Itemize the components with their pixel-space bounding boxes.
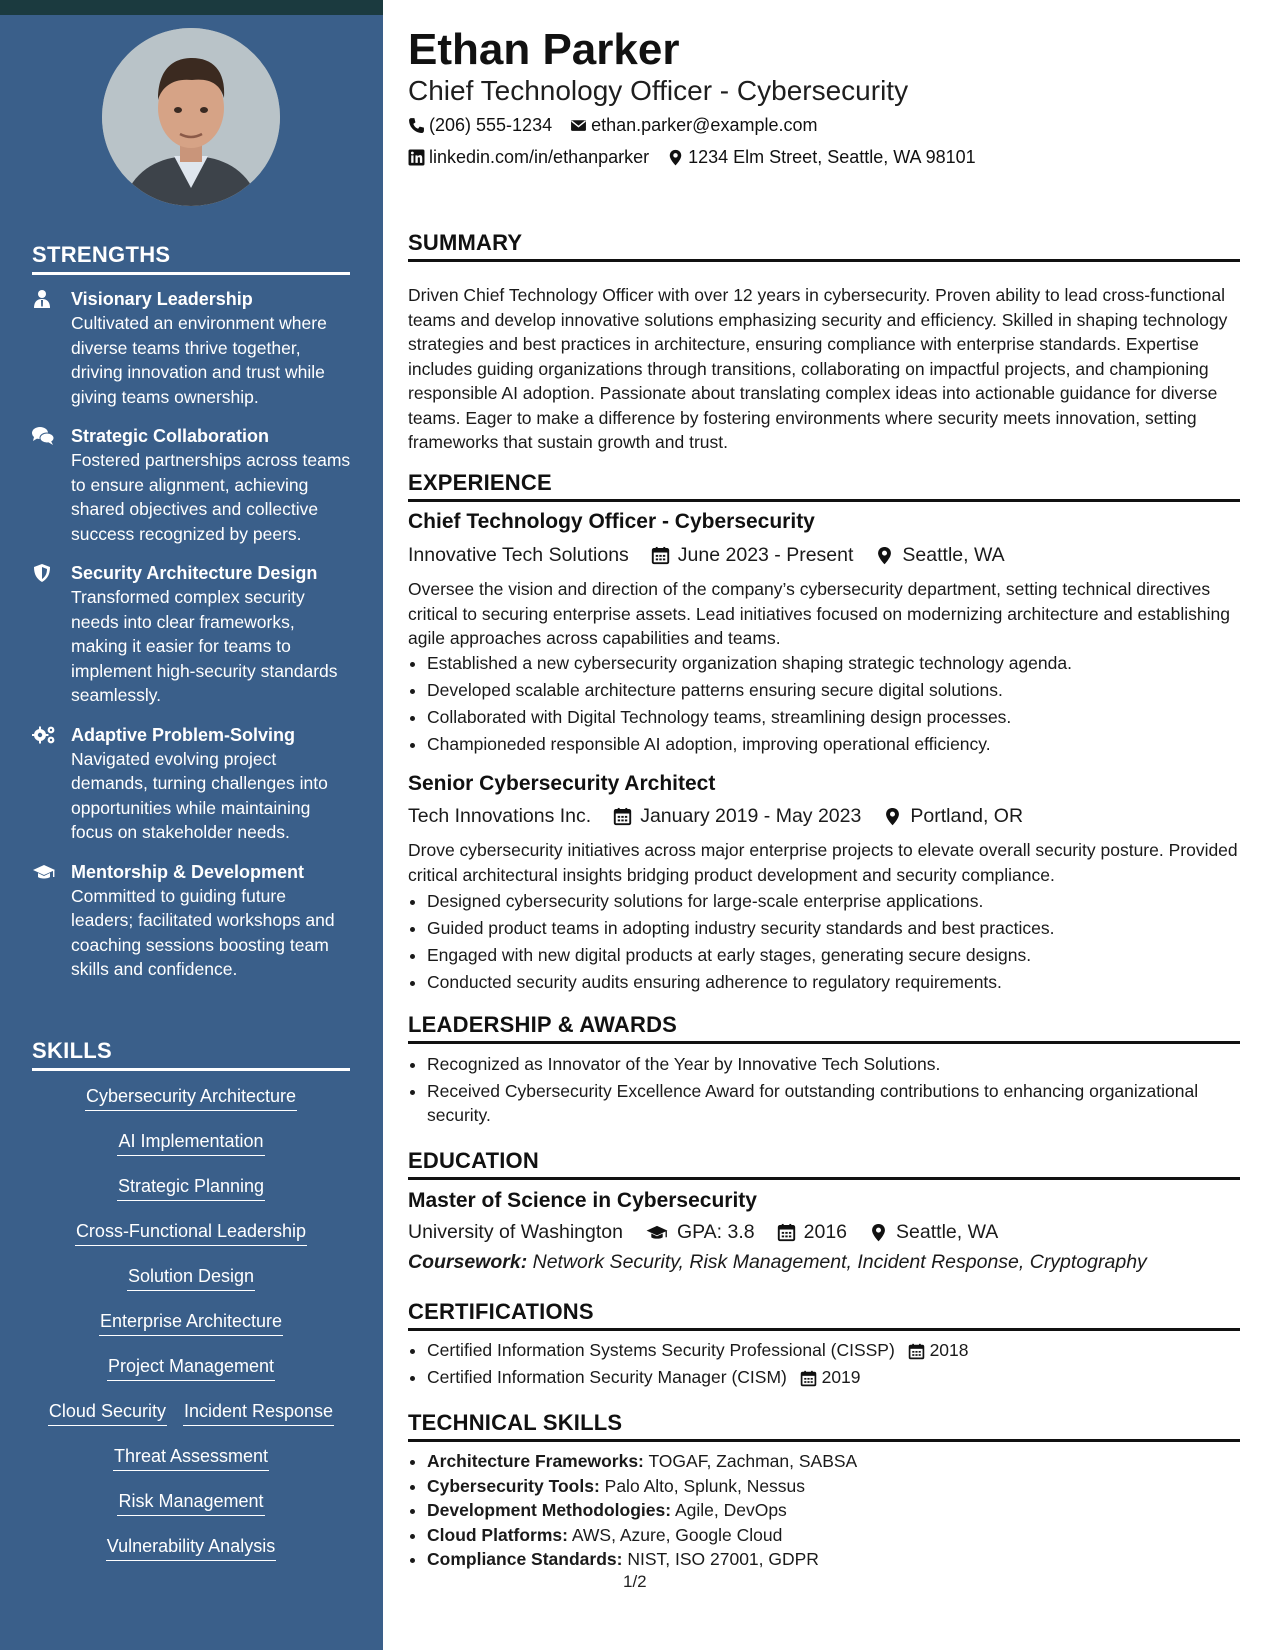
technical-skills-list: [408, 1449, 1259, 1572]
shield-icon: [32, 563, 54, 583]
cert-name: Certified Information Systems Security Professional (CISSP): [427, 1340, 895, 1360]
coursework: [408, 1248, 1147, 1276]
skill-chip: Threat Assessment: [113, 1444, 269, 1471]
tech-skill-label: Cloud Platforms:: [427, 1524, 568, 1545]
strength-desc: Transformed complex security needs into clear frameworks, making it easier for teams to implement high-security standards seamlessly.: [71, 587, 338, 705]
calendar-icon: [908, 1343, 925, 1360]
job-description: Drove cybersecurity initiatives across major enterprise projects to elevate overall security posture. Provided critical architectural insights bridging product development and security compliance.: [408, 840, 1238, 885]
job-location: Seattle, WA: [902, 544, 1005, 566]
tech-skill-value: AWS, Azure, Google Cloud: [571, 1524, 783, 1545]
sidebar: [0, 0, 383, 1650]
list-item: [427, 1523, 1259, 1548]
sidebar-top-bar: [0, 0, 383, 15]
calendar-icon: [613, 807, 632, 826]
gpa: GPA: 3.8: [676, 1221, 755, 1243]
strength-desc: Cultivated an environment where diverse teams thrive together, driving innovation and trust while giving teams ownership.: [71, 313, 327, 407]
skill-chip: Cross-Functional Leadership: [75, 1219, 307, 1246]
strength-item: [32, 561, 352, 708]
tech-skill-value: Agile, DevOps: [674, 1500, 787, 1520]
cert-year: 2018: [929, 1340, 969, 1360]
graduation-year: 2016: [803, 1221, 848, 1243]
linkedin-contact[interactable]: [408, 145, 649, 169]
page-number: 1/2: [623, 1572, 647, 1591]
strength-desc: Navigated evolving project demands, turning challenges into opportunities while maintaining focus on stakeholder needs.: [71, 748, 328, 842]
graduation-cap-icon: [32, 862, 54, 882]
strength-item: [32, 287, 352, 409]
strength-item: [32, 860, 352, 982]
list-item: • Championeded responsible AI adoption, improving operational efficiency.: [427, 731, 1259, 758]
skill-chip: Solution Design: [127, 1264, 255, 1291]
list-item: [427, 1498, 1259, 1523]
calendar-icon: [777, 1223, 796, 1242]
email-contact[interactable]: [570, 113, 817, 137]
strength-title: Security Architecture Design: [71, 563, 318, 583]
calendar-icon: [800, 1370, 817, 1387]
job-bullets: [408, 888, 1259, 996]
phone-icon: [408, 117, 425, 134]
strength-title: Visionary Leadership: [71, 289, 253, 309]
certifications-heading: CERTIFICATIONS: [408, 1298, 1240, 1331]
job-company: Tech Innovations Inc.: [408, 805, 592, 827]
skill-chip: Strategic Planning: [117, 1174, 265, 1201]
job-title: Chief Technology Officer - Cybersecurity: [408, 510, 815, 533]
education-location: Seattle, WA: [896, 1221, 999, 1243]
strength-desc: Fostered partnerships across teams to ensure alignment, achieving shared objectives and collective success recognized by peers.: [71, 450, 351, 544]
candidate-title: Chief Technology Officer - Cybersecurity: [408, 75, 909, 106]
awards-list: [408, 1052, 1259, 1128]
comments-icon: [32, 426, 54, 446]
skill-chip: Vulnerability Analysis: [106, 1534, 276, 1561]
tech-skill-value: Palo Alto, Splunk, Nessus: [604, 1475, 806, 1496]
map-pin-icon: [667, 149, 684, 166]
tech-skill-label: Compliance Standards:: [427, 1549, 623, 1569]
avatar: [102, 28, 280, 206]
tech-skill-label: Architecture Frameworks:: [427, 1451, 644, 1471]
cert-year: 2019: [821, 1367, 861, 1387]
cert-name: Certified Information Security Manager (CISM): [427, 1367, 787, 1387]
strength-title: Mentorship & Development: [71, 861, 305, 882]
list-item: • Guided product teams in adopting industry security standards and best practices.: [427, 915, 1259, 942]
contact-row-2: [408, 145, 976, 169]
address-text: 1234 Elm Street, Seattle, WA 98101: [688, 147, 976, 167]
job-company: Innovative Tech Solutions: [408, 544, 629, 566]
awards-heading: LEADERSHIP & AWARDS: [408, 1011, 1240, 1044]
map-pin-icon: [875, 546, 894, 565]
strength-item: [32, 424, 352, 546]
user-tie-icon: [32, 289, 54, 309]
strengths-heading: STRENGTHS: [32, 242, 350, 275]
calendar-icon: [651, 546, 670, 565]
school-name: University of Washington: [408, 1221, 623, 1243]
list-item: • Designed cybersecurity solutions for large-scale enterprise applications.: [427, 888, 1259, 915]
map-pin-icon: [883, 807, 902, 826]
list-item: • Recognized as Innovator of the Year by Innovative Tech Solutions.: [427, 1052, 1259, 1077]
envelope-icon: [570, 117, 587, 134]
summary-heading: SUMMARY: [408, 229, 1240, 262]
job-meta: [408, 541, 1005, 569]
list-item: [427, 1337, 1259, 1364]
list-item: [427, 1364, 1259, 1391]
phone-contact: [408, 113, 552, 137]
strength-item: [32, 723, 352, 845]
skill-chip: Cloud Security: [48, 1399, 167, 1426]
certifications-list: [408, 1337, 1259, 1391]
linkedin-text[interactable]: linkedin.com/in/ethanparker: [429, 147, 650, 167]
skill-chip: Enterprise Architecture: [99, 1309, 283, 1336]
contact-row: [408, 113, 817, 137]
tech-skill-label: Cybersecurity Tools:: [427, 1475, 600, 1496]
skills-heading: SKILLS: [32, 1038, 350, 1071]
strength-title: Adaptive Problem-Solving: [71, 724, 296, 745]
phone-text: (206) 555-1234: [429, 115, 553, 135]
list-item: [427, 1449, 1259, 1474]
job-bullets: [408, 650, 1259, 758]
skill-chip: Incident Response: [183, 1399, 334, 1426]
skill-chip: Cybersecurity Architecture: [85, 1084, 297, 1111]
address-contact: [667, 145, 976, 169]
list-item: • Engaged with new digital products at early stages, generating secure designs.: [427, 942, 1259, 969]
job-dates: January 2019 - May 2023: [640, 805, 862, 827]
list-item: • Received Cybersecurity Excellence Award for outstanding contributions to enhancing organizational security.: [427, 1079, 1259, 1128]
job-title: Senior Cybersecurity Architect: [408, 772, 716, 795]
list-item: • Conducted security audits ensuring adherence to regulatory requirements.: [427, 969, 1259, 996]
candidate-name: Ethan Parker: [408, 25, 680, 74]
tech-skill-value: NIST, ISO 27001, GDPR: [627, 1549, 819, 1569]
list-item: [427, 1547, 1259, 1572]
strength-title: Strategic Collaboration: [71, 426, 270, 446]
job-description: Oversee the vision and direction of the company’s cybersecurity department, setting technical directives critical to securing enterprise assets. Lead initiatives focused on modernizing architecture and establishing agile approaches across capabilities and teams.: [408, 579, 1230, 648]
strength-desc: Committed to guiding future leaders; facilitated workshops and coaching sessions boosting team skills and confidence.: [71, 885, 335, 979]
tech-skill-label: Development Methodologies:: [427, 1500, 672, 1520]
technical-skills-heading: TECHNICAL SKILLS: [408, 1409, 1240, 1442]
skill-chip: AI Implementation: [117, 1129, 264, 1156]
list-item: [427, 1474, 1259, 1499]
experience-heading: EXPERIENCE: [408, 469, 1240, 502]
job-location: Portland, OR: [910, 805, 1024, 827]
gears-icon: [32, 725, 54, 745]
coursework-label: Coursework:: [408, 1251, 528, 1273]
list-item: • Established a new cybersecurity organization shaping strategic technology agenda.: [427, 650, 1259, 677]
list-item: • Developed scalable architecture patterns ensuring secure digital solutions.: [427, 677, 1259, 704]
skill-chip: Project Management: [107, 1354, 275, 1381]
skills-list: [32, 1084, 350, 1579]
education-meta: [408, 1218, 998, 1246]
strengths-list: [32, 287, 352, 997]
summary-text: Driven Chief Technology Officer with over 12 years in cybersecurity. Proven ability to lead cross-functional teams and develop innovative solutions emphasizing security and efficiency. Skilled in shaping technology strategies and best practices in architecture, ensuring compliance with enterprise standards. Expertise includes guiding organizations through transitions, collaborating on impactful projects, and championing responsible AI adoption. Passionate about translating complex ideas into actionable guidance for diverse teams. Eager to make a difference by fostering environments where security meets innovation, setting frameworks that sustain growth and trust.: [408, 285, 1228, 452]
education-heading: EDUCATION: [408, 1147, 1240, 1180]
email-text[interactable]: ethan.parker@example.com: [591, 115, 818, 135]
map-pin-icon: [869, 1223, 888, 1242]
graduation-cap-icon: [645, 1223, 669, 1242]
linkedin-icon: [408, 149, 425, 166]
job-meta: [408, 802, 1023, 830]
coursework-text: Network Security, Risk Management, Incident Response, Cryptography: [532, 1251, 1147, 1273]
job-dates: June 2023 - Present: [677, 544, 854, 566]
degree-title: Master of Science in Cybersecurity: [408, 1189, 757, 1212]
skill-chip: Risk Management: [117, 1489, 264, 1516]
tech-skill-value: TOGAF, Zachman, SABSA: [648, 1451, 858, 1471]
list-item: • Collaborated with Digital Technology teams, streamlining design processes.: [427, 704, 1259, 731]
